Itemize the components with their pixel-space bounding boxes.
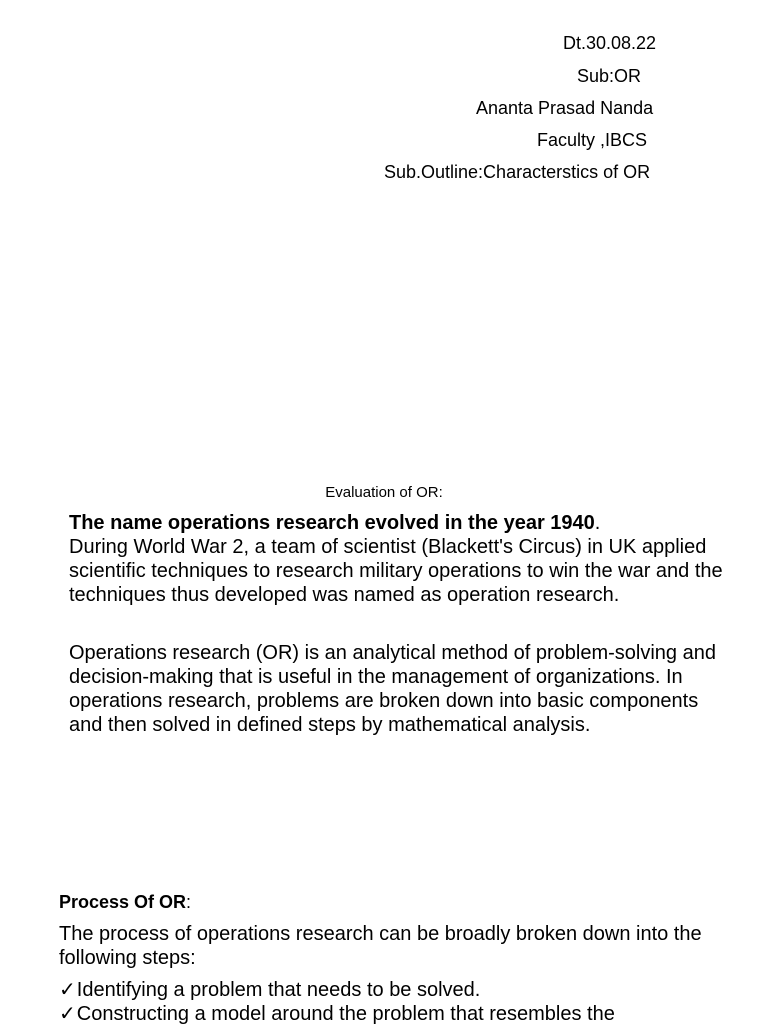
process-intro: The process of operations research can be broadly broken down into the following steps: xyxy=(59,923,702,969)
outline-line: Sub.Outline:Characterstics of OR xyxy=(384,162,651,182)
evaluation-paragraph-1-text: During World War 2, a team of scientist (Blackett's Circus) in UK applied scientific techniques to research military operations to win the war and the techniques thus developed was named as operation research. xyxy=(69,536,723,606)
process-steps-list xyxy=(59,978,759,1026)
checkmark-icon: ✓ xyxy=(59,979,76,1001)
evaluation-paragraph-2: Operations research (OR) is an analytical method of problem-solving and decision-making that is useful in the management of organizations. In operations research, problems are broken down into basic components and then solved in defined steps by mathematical analysis. xyxy=(69,642,716,736)
step-text: Constructing a model around the problem that resembles the xyxy=(76,1003,615,1025)
evaluation-heading: Evaluation of OR: xyxy=(325,484,443,501)
subject-line: Sub:OR xyxy=(577,66,642,86)
process-heading-text: Process Of OR xyxy=(59,892,187,912)
lead-punctuation: . xyxy=(594,512,601,534)
date-line: Dt.30.08.22 xyxy=(563,33,657,53)
process-heading-colon: : xyxy=(186,892,192,912)
checkmark-icon: ✓ xyxy=(59,1003,76,1025)
evaluation-paragraph-1 xyxy=(69,511,729,607)
list-item xyxy=(59,978,759,1002)
list-item xyxy=(59,1002,759,1026)
process-heading xyxy=(59,890,191,914)
faculty-line: Faculty ,IBCS xyxy=(537,130,648,150)
author-name: Ananta Prasad Nanda xyxy=(476,98,654,118)
step-text: Identifying a problem that needs to be solved. xyxy=(76,979,481,1001)
lead-sentence: The name operations research evolved in the year 1940 xyxy=(69,512,595,534)
